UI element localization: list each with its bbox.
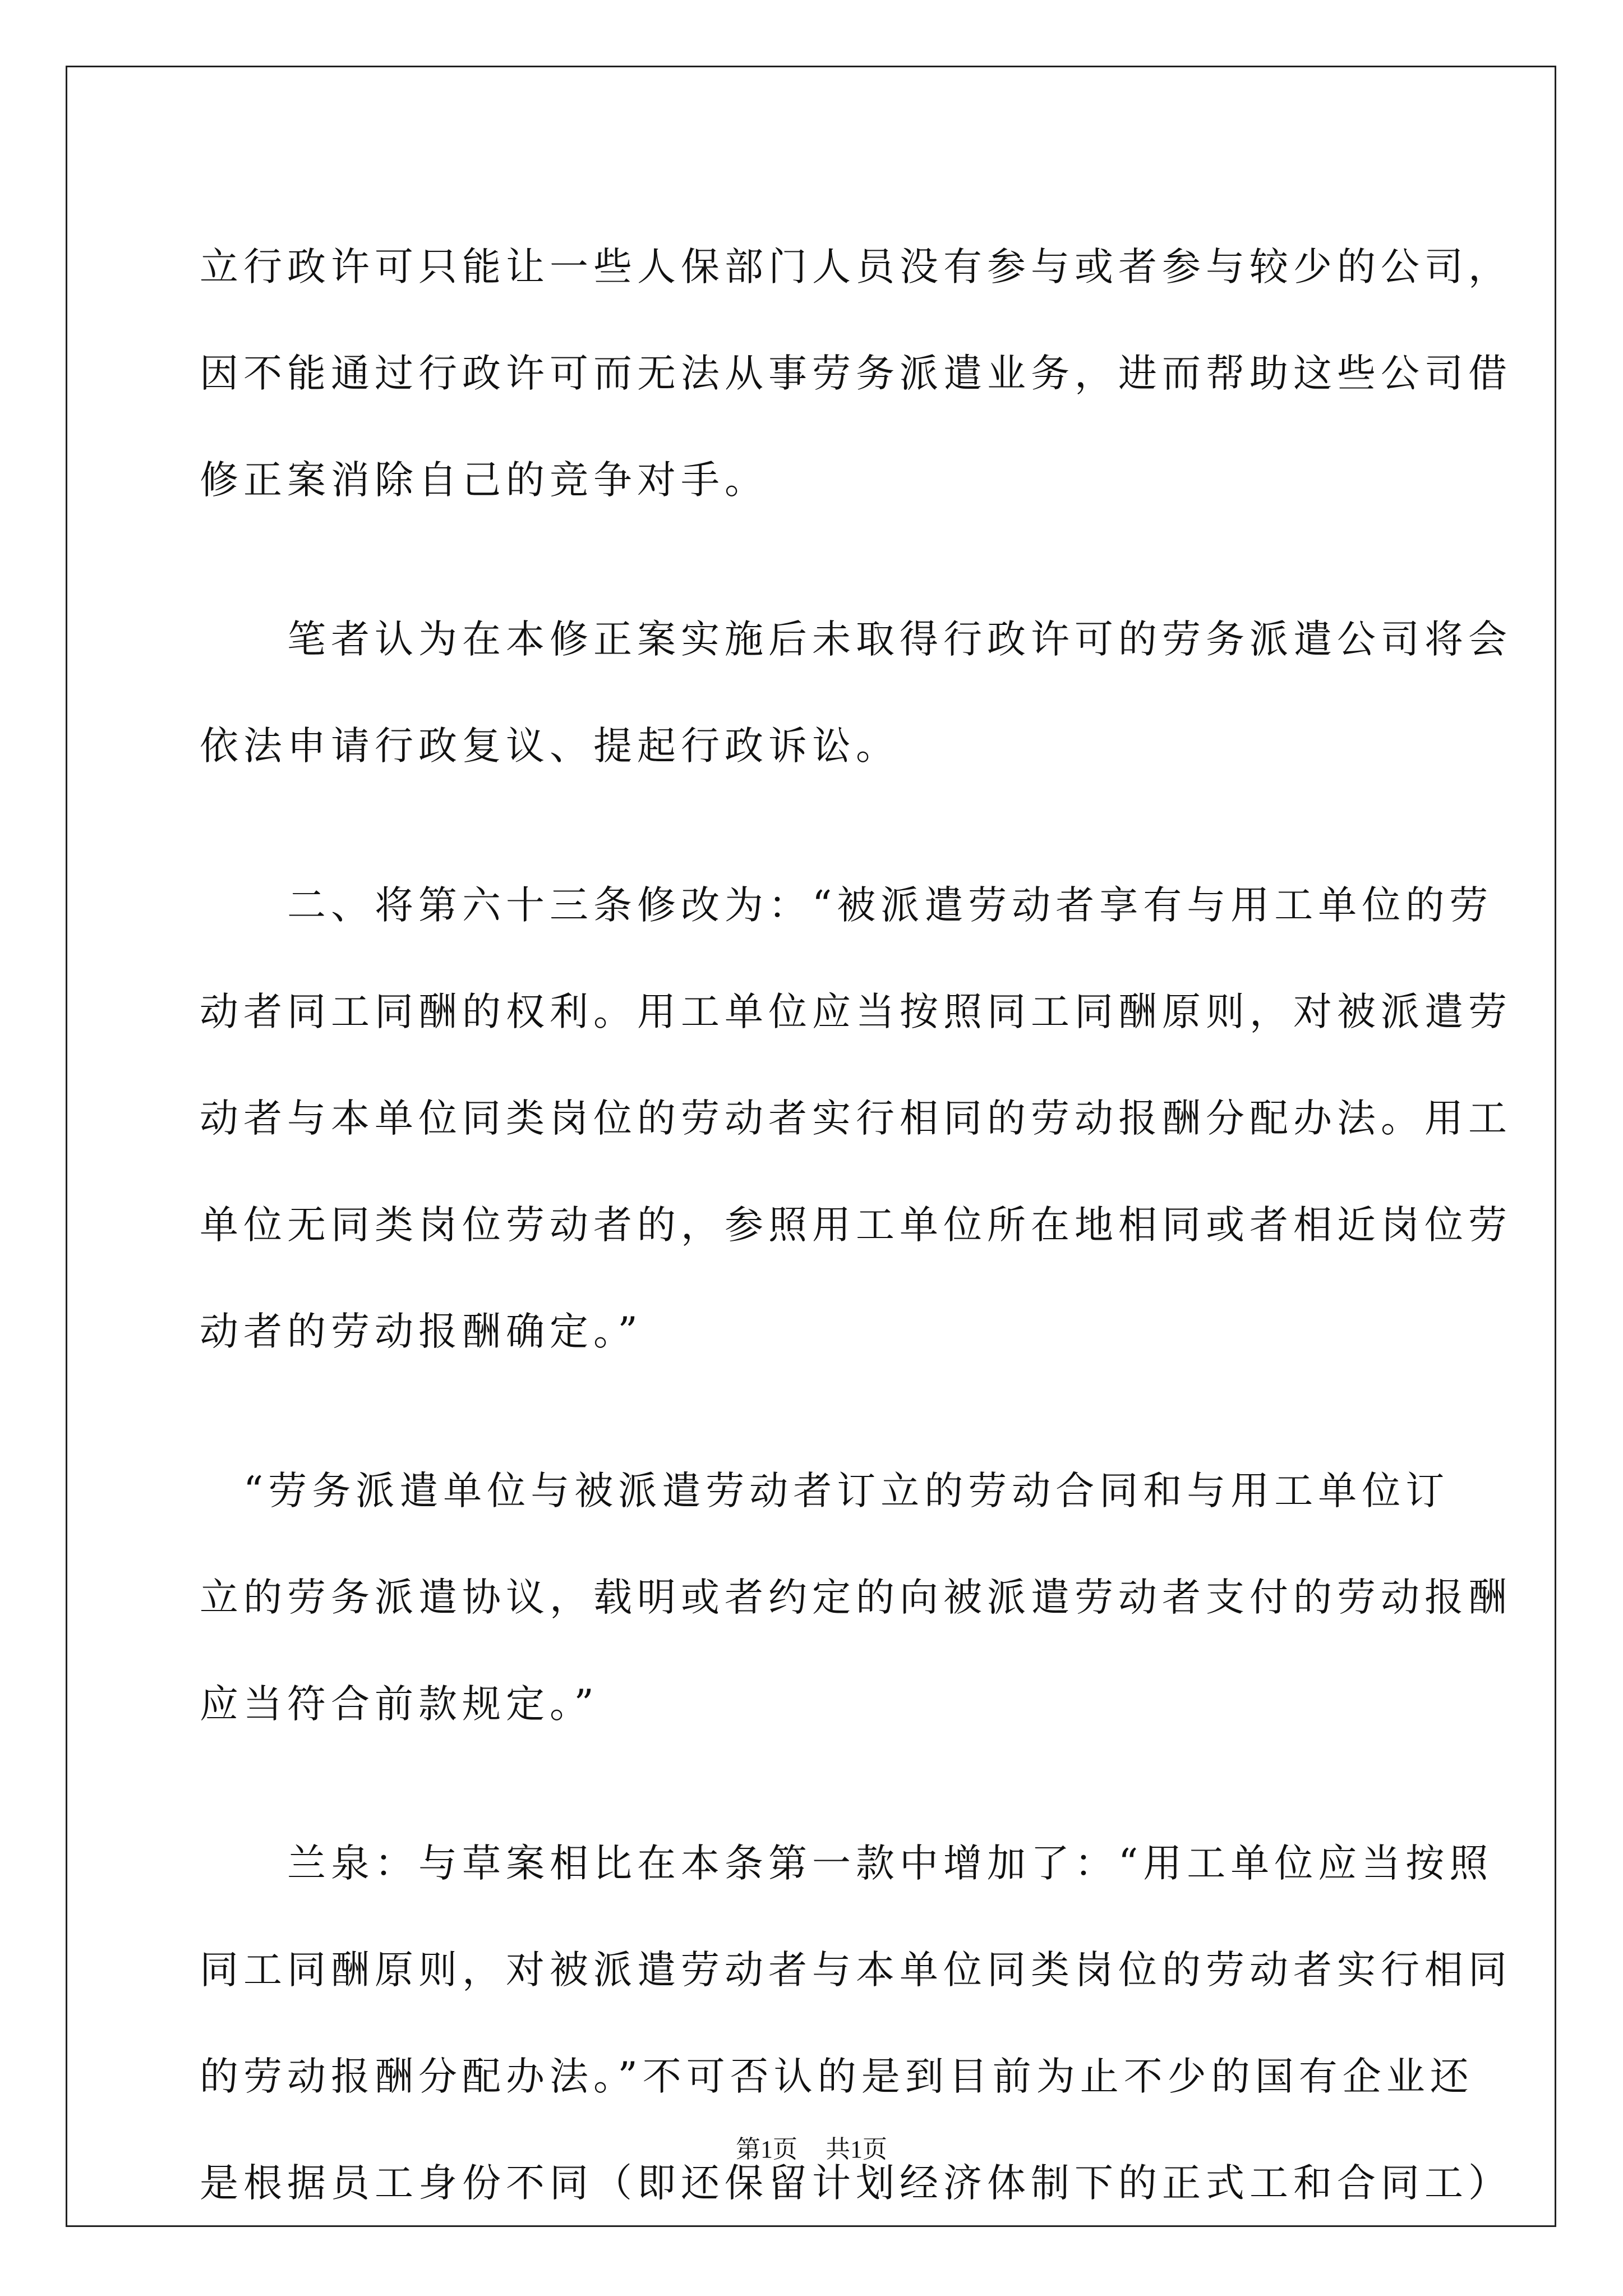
text-line: 因不能通过行政许可而无法从事劳务派遣业务，进而帮助这些公司借 <box>200 351 1512 396</box>
text-line: 立的劳务派遣协议，载明或者约定的向被派遣劳动者支付的劳动报酬 <box>200 1575 1512 1620</box>
text-line: 动者与本单位同类岗位的劳动者实行相同的劳动报酬分配办法。用工 <box>200 1096 1512 1141</box>
text-line: 应当符合前款规定。” <box>200 1682 599 1727</box>
page-total: 共1页 <box>826 2136 887 2163</box>
text-line: 二、将第六十三条修改为：“被派遣劳动者享有与用工单位的劳 <box>200 883 1493 928</box>
paragraph-3 <box>200 852 1512 1385</box>
text-line: 同工同酬原则，对被派遣劳动者与本单位同类岗位的劳动者实行相同 <box>200 1948 1512 1993</box>
page-number: 第1页 <box>736 2136 797 2163</box>
text-line: 兰泉：与草案相比在本条第一款中增加了：“用工单位应当按照 <box>200 1841 1493 1886</box>
text-line: 笔者认为在本修正案实施后未取得行政许可的劳务派遣公司将会 <box>200 617 1512 662</box>
text-line: 依法申请行政复议、提起行政诉讼。 <box>200 724 900 769</box>
paragraph-4 <box>200 1438 1512 1757</box>
text-line: 立行政许可只能让一些人保部门人员没有参与或者参与较少的公司， <box>200 245 1512 289</box>
text-line: 的劳动报酬分配办法。”不可否认的是到目前为止不少的国有企业还 <box>200 2054 1474 2099</box>
text-line: 是根据员工身份不同（即还保留计划经济体制下的正式工和合同工） <box>200 2161 1512 2206</box>
paragraph-1 <box>200 214 1512 533</box>
text-line: “劳务派遣单位与被派遣劳动者订立的劳动合同和与用工单位订 <box>200 1469 1450 1513</box>
text-line: 动者的劳动报酬确定。” <box>200 1309 643 1354</box>
document-body <box>200 214 1512 2289</box>
paragraph-2 <box>200 586 1512 799</box>
page-footer <box>0 2129 1623 2165</box>
text-line: 单位无同类岗位劳动者的，参照用工单位所在地相同或者相近岗位劳 <box>200 1203 1512 1248</box>
text-line: 动者同工同酬的权利。用工单位应当按照同工同酬原则，对被派遣劳 <box>200 990 1512 1034</box>
text-line: 修正案消除自己的竞争对手。 <box>200 458 768 503</box>
paragraph-5 <box>200 1810 1512 2237</box>
